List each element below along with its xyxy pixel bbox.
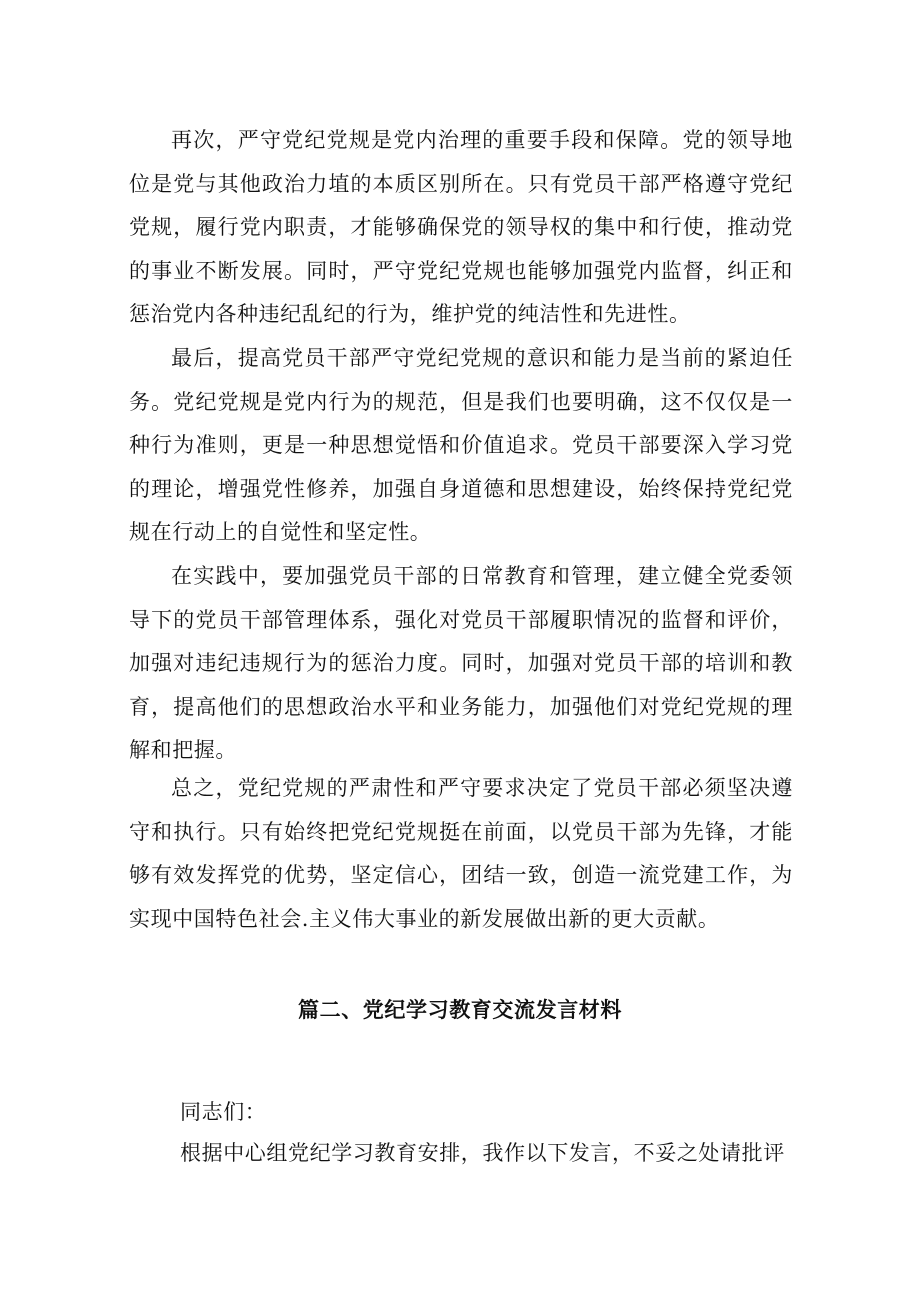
continuation-line: 根据中心组党纪学习教育安排，我作以下发言，不妥之处请批评 — [180, 1141, 785, 1165]
salutation: 同志们： — [180, 1100, 267, 1124]
paragraph-discipline-governance: 再次，严守党纪党规是党内治理的重要手段和保障。党的领导地位是党与其他政治力埴的本质区别所在。只有党员干部严格遵守党纪党规，履行党内职责，才能够确保党的领导权的集中和行使，推动党的事业不断发展。同时，严守党纪党规也能够加强党内监督，纠正和惩治党内各种违纪乱纪的行为，维护党的纯洁性和先进性。 — [129, 128, 793, 327]
paragraph-awareness-ability: 最后，提高党员干部严守党纪党规的意识和能力是当前的紧迫任务。党纪党规是党内行为的规范，但是我们也要明确，这不仅仅是一种行为准则，更是一种思想觉悟和价值追求。党员干部要深入学习党的理论，增强党性修养，加强自身道德和思想建设，始终保持党纪党规在行动上的自觉性和坚定性。 — [129, 346, 793, 545]
paragraph-conclusion: 总之，党纪党规的严肃性和严守要求决定了党员干部必须坚决遵守和执行。只有始终把党纪党规挺在前面，以党员干部为先锋，才能够有效发挥党的优势，坚定信心，团结一致，创造一流党建工作，为实现中国特色社会.主义伟大事业的新发展做出新的更大贡献。 — [129, 776, 793, 931]
section-heading: 篇二、党纪学习教育交流发言材料 — [298, 997, 622, 1022]
paragraph-practice-management: 在实践中，要加强党员干部的日常教育和管理，建立健全党委领导下的党员干部管理体系，强化对党员干部履职情况的监督和评价，加强对违纪违规行为的惩治力度。同时，加强对党员干部的培训和教育，提高他们的思想政治水平和业务能力，加强他们对党纪党规的理解和把握。 — [129, 564, 793, 763]
